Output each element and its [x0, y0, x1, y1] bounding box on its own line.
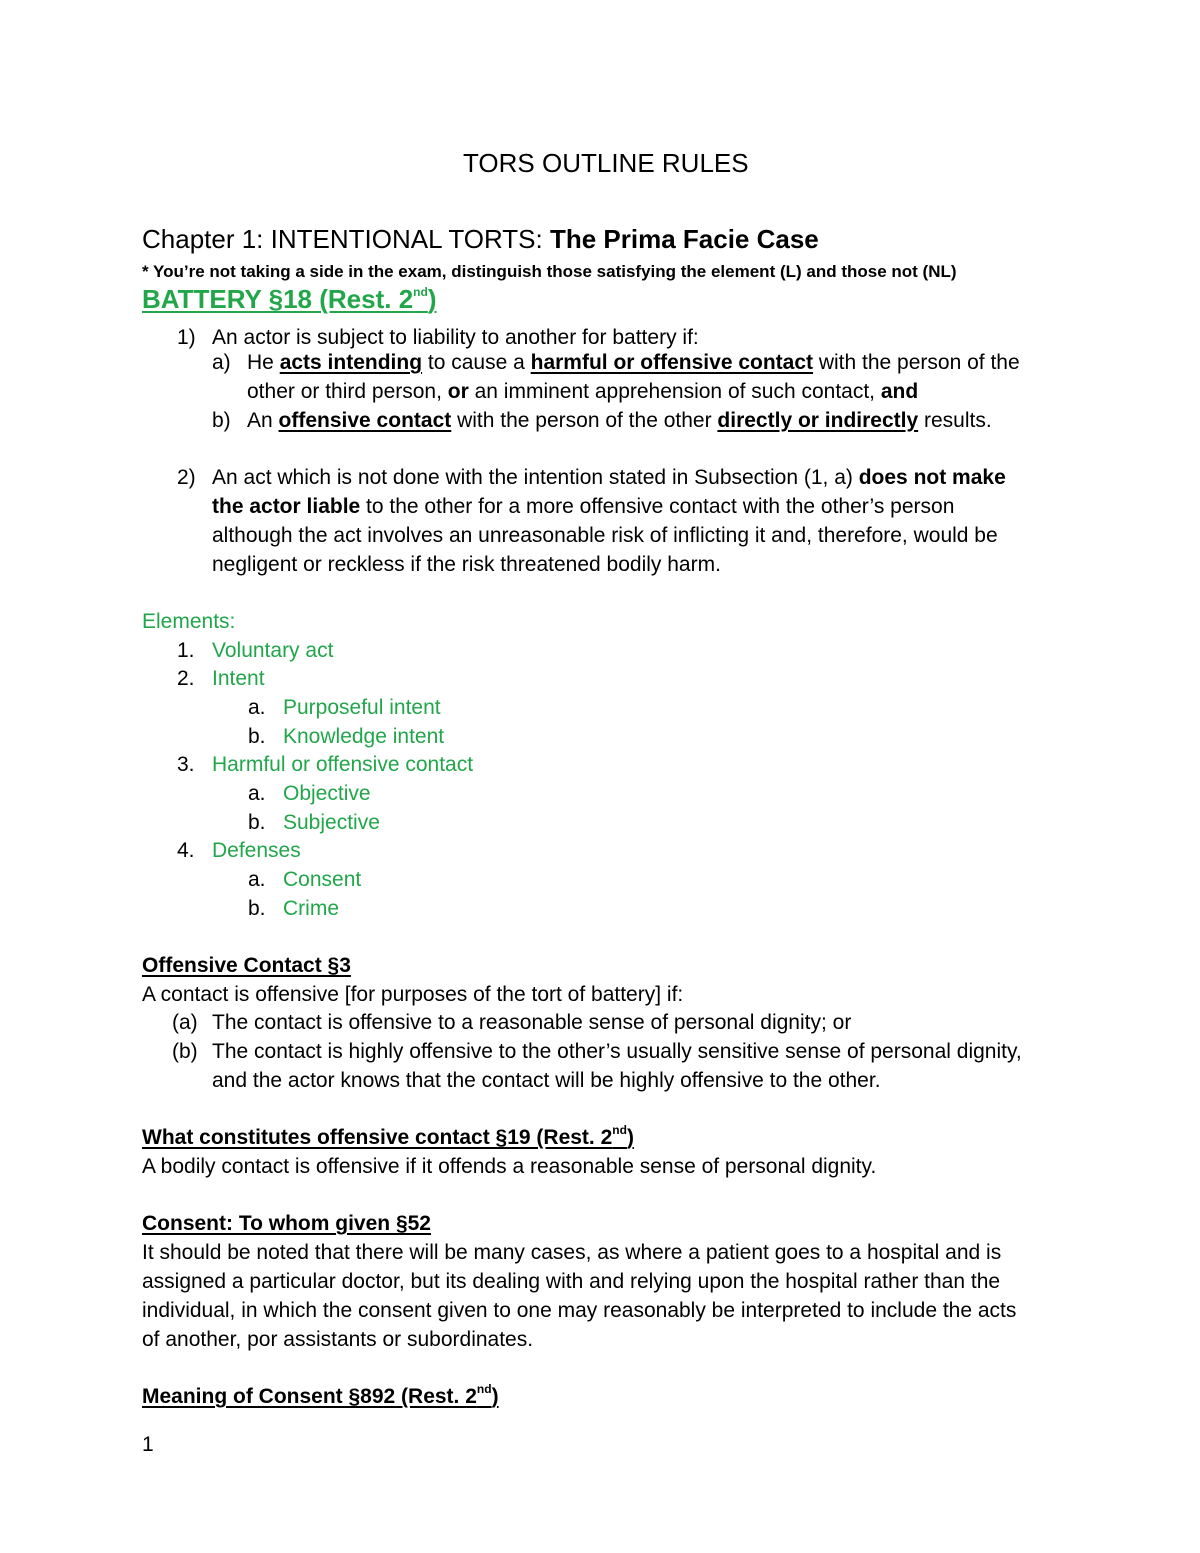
elements-heading: Elements:: [142, 610, 236, 633]
rule2-number: 2): [177, 466, 196, 489]
offensive-contact-heading: Offensive Contact §3: [142, 954, 351, 977]
element-3a-number: a.: [248, 782, 266, 805]
constitutes-heading-sup: nd: [612, 1123, 627, 1137]
consent-whom-line3: individual, in which the consent given to one may reasonably be interpreted to include the acts: [142, 1299, 1017, 1322]
chapter-prefix: Chapter 1:: [142, 224, 271, 254]
chapter-heading: [142, 226, 819, 252]
battery-heading-text: BATTERY §18 (Rest. 2: [142, 284, 414, 314]
rule2-line2: [212, 494, 954, 520]
offensive-a-label: (a): [172, 1011, 198, 1034]
rule1a-underline-1: acts intending: [279, 351, 423, 374]
element-3a-label: Objective: [283, 782, 371, 805]
page-number: 1: [142, 1433, 154, 1456]
rule1a-text-2: to cause a: [422, 351, 531, 374]
offensive-b-text-1: The contact is highly offensive to the other’s usually sensitive sense of personal dignity,: [212, 1040, 1022, 1063]
rule1a-line2-text-1: other or third person,: [247, 380, 448, 403]
exam-note: * You’re not taking a side in the exam, distinguish those satisfying the element (L) and those not (NL): [142, 262, 957, 281]
rule1a-text-3: with the person of the: [813, 351, 1020, 374]
rule2-line3: although the act involves an unreasonable risk of inflicting it and, therefore, would be: [212, 524, 998, 547]
element-3-label: Harmful or offensive contact: [212, 753, 474, 776]
meaning-heading-sup: nd: [476, 1382, 492, 1396]
constitutes-heading: [142, 1125, 634, 1151]
element-2a-label: Purposeful intent: [283, 696, 441, 719]
meaning-heading-close: ): [491, 1385, 499, 1408]
offensive-a-text: The contact is offensive to a reasonable sense of personal dignity; or: [212, 1011, 852, 1034]
element-3b-number: b.: [248, 811, 266, 834]
offensive-b-label: (b): [172, 1040, 198, 1063]
rule1a-underline-2: harmful or offensive contact: [530, 351, 814, 374]
rule2-line1: [212, 465, 1006, 491]
chapter-suffix: The Prima Facie Case: [542, 224, 819, 254]
rule2-line4: negligent or reckless if the risk threatened bodily harm.: [212, 553, 721, 576]
element-4b-label: Crime: [283, 897, 339, 920]
rule2-line2-text: to the other for a more offensive contact with the other’s person: [360, 495, 955, 518]
rule1b-text-3: results.: [918, 409, 992, 432]
consent-whom-heading: Consent: To whom given §52: [142, 1212, 431, 1235]
battery-heading-sup: nd: [413, 285, 428, 300]
rule1a-text-1: He: [247, 351, 280, 374]
rule1a-label: a): [212, 351, 231, 374]
element-2-number: 2.: [177, 667, 195, 690]
battery-heading: [142, 286, 437, 312]
rule1-text: An actor is subject to liability to another for battery if:: [212, 326, 699, 349]
rule2-line1-text: An act which is not done with the intention stated in Subsection (1, a): [212, 466, 859, 489]
consent-whom-line4: of another, por assistants or subordinates.: [142, 1328, 534, 1351]
chapter-main: INTENTIONAL TORTS:: [270, 224, 543, 254]
rule1a-line2: [247, 379, 918, 405]
rule1-number: 1): [177, 326, 196, 349]
rule1a-line2-bold-1: or: [447, 380, 469, 403]
rule1b-underline-1: offensive contact: [278, 409, 452, 432]
element-1-number: 1.: [177, 639, 195, 662]
element-4b-number: b.: [248, 897, 266, 920]
rule1b-text-1: An: [247, 409, 279, 432]
element-4-number: 4.: [177, 839, 195, 862]
rule1b-text-2: with the person of the other: [451, 409, 718, 432]
meaning-heading-text: Meaning of Consent §892 (Rest. 2: [142, 1385, 477, 1408]
element-2-label: Intent: [212, 667, 265, 690]
element-4a-label: Consent: [283, 868, 362, 891]
element-4-label: Defenses: [212, 839, 301, 862]
constitutes-heading-text: What constitutes offensive contact §19 (Rest. 2: [142, 1126, 613, 1149]
element-1-label: Voluntary act: [212, 639, 334, 662]
constitutes-heading-close: ): [626, 1126, 634, 1149]
battery-heading-close: ): [427, 284, 437, 314]
rule2-line1-bold: does not make: [858, 466, 1006, 489]
rule1b-label: b): [212, 409, 231, 432]
document-title: TORS OUTLINE RULES: [463, 148, 749, 178]
element-2b-label: Knowledge intent: [283, 725, 445, 748]
element-2b-number: b.: [248, 725, 266, 748]
rule1b-line: [247, 408, 992, 434]
element-2a-number: a.: [248, 696, 266, 719]
offensive-contact-intro: A contact is offensive [for purposes of the tort of battery] if:: [142, 983, 684, 1006]
element-3-number: 3.: [177, 753, 195, 776]
rule1a-line1: [247, 350, 1020, 376]
element-3b-label: Subjective: [283, 811, 380, 834]
constitutes-text: A bodily contact is offensive if it offends a reasonable sense of personal dignity.: [142, 1155, 877, 1178]
meaning-consent-heading: [142, 1384, 499, 1410]
offensive-b-text-2: and the actor knows that the contact will be highly offensive to the other.: [212, 1069, 881, 1092]
rule1a-line2-bold-2: and: [880, 380, 919, 403]
rule2-line2-bold: the actor liable: [212, 495, 361, 518]
rule1b-underline-2: directly or indirectly: [717, 409, 919, 432]
element-4a-number: a.: [248, 868, 266, 891]
consent-whom-line2: assigned a particular doctor, but its dealing with and relying upon the hospital rather than the: [142, 1270, 1001, 1293]
rule1a-line2-text-2: an imminent apprehension of such contact,: [468, 380, 881, 403]
consent-whom-line1: It should be noted that there will be many cases, as where a patient goes to a hospital and is: [142, 1241, 1002, 1264]
